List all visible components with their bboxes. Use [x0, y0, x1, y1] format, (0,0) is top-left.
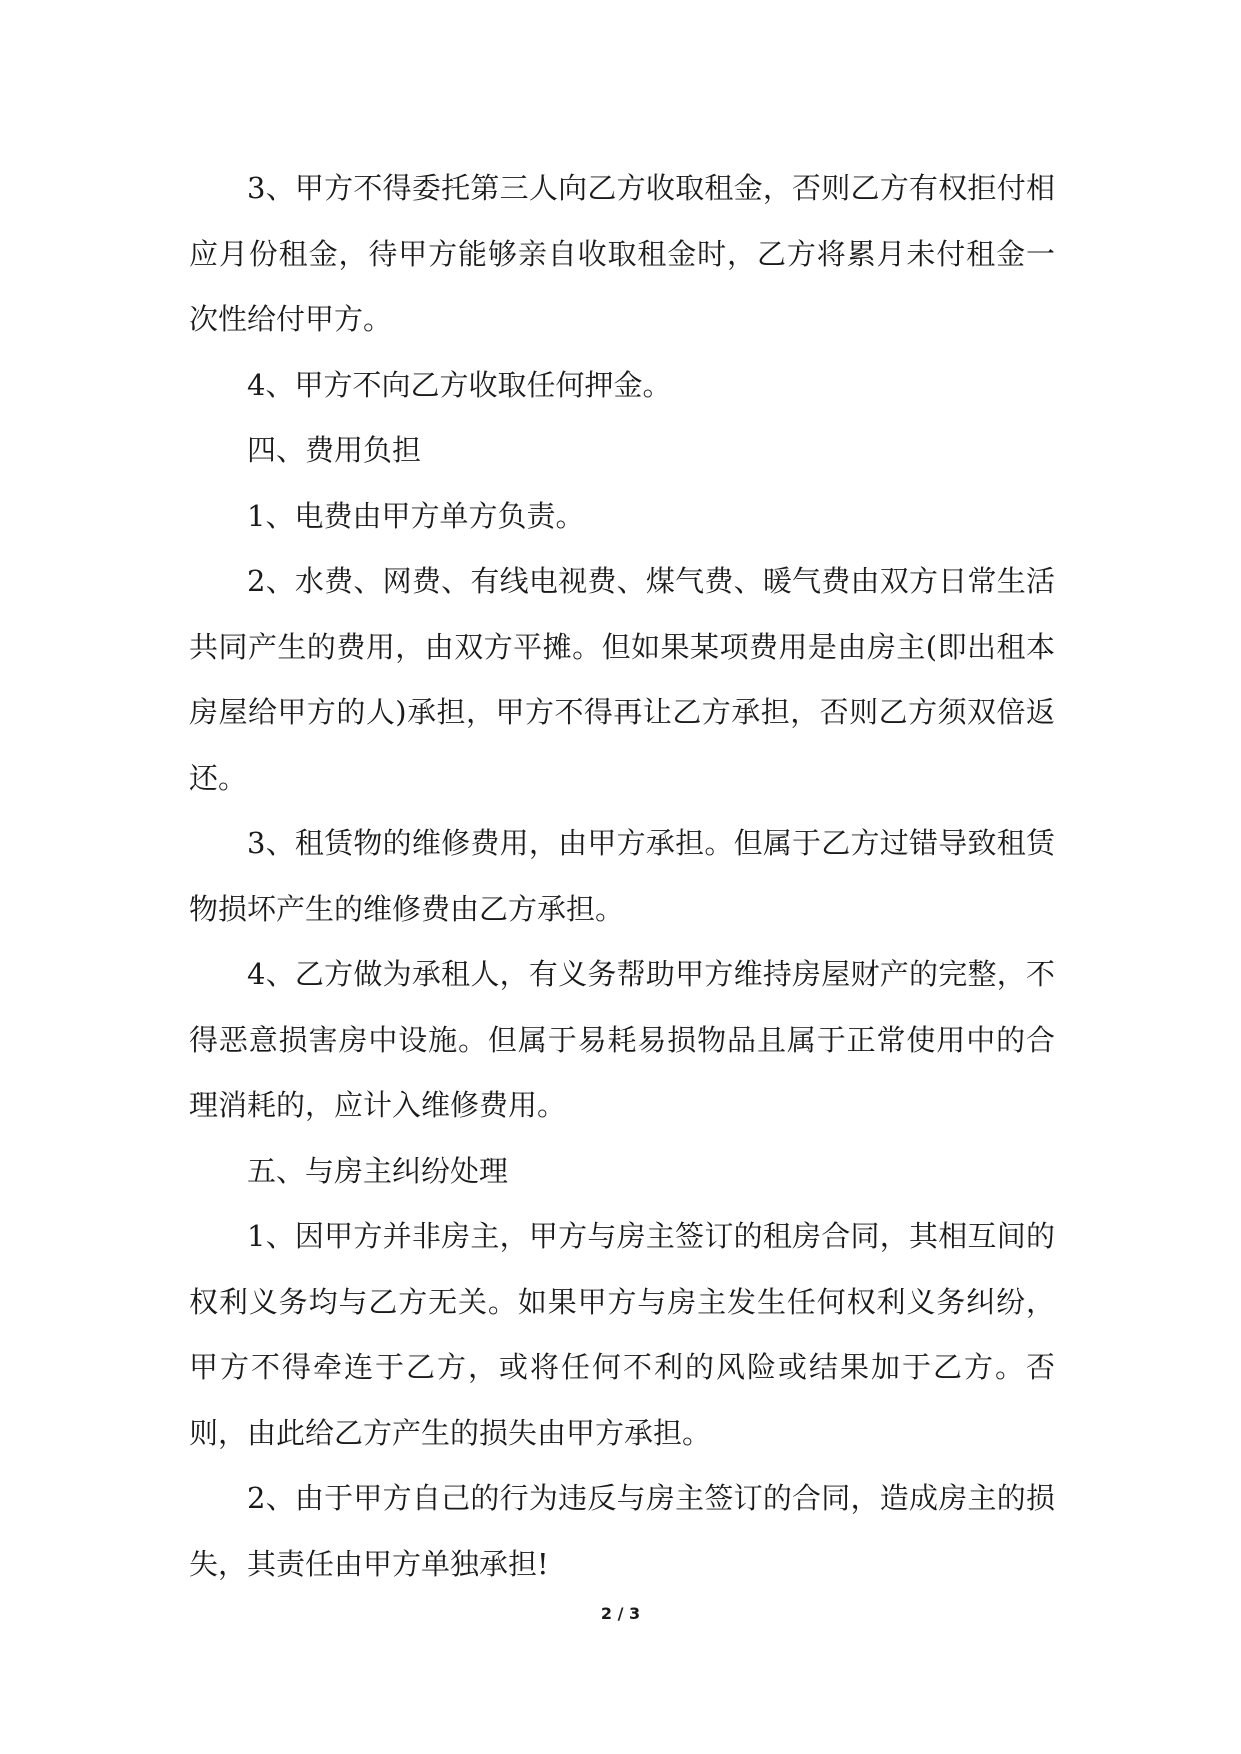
paragraph-contract-violation: 2、由于甲方自己的行为违反与房主签订的合同，造成房主的损失，其责任由甲方单独承担!	[189, 1481, 1055, 1581]
paragraph-dispute-liability: 1、因甲方并非房主，甲方与房主签订的租房合同，其相互间的权利义务均与乙方无关。如果甲方与房主发生任何权利义务纠纷，甲方不得牵连于乙方，或将任何不利的风险或结果加于乙方。否则，由此给乙方产生的损失由甲方承担。	[189, 1219, 1055, 1450]
paragraph-no-deposit: 4、甲方不向乙方收取任何押金。	[247, 367, 672, 402]
paragraph-repair-costs: 3、租赁物的维修费用，由甲方承担。但属于乙方过错导致租赁物损坏产生的维修费由乙方承担。	[189, 826, 1055, 926]
paragraph-utilities: 2、水费、网费、有线电视费、煤气费、暖气费由双方日常生活共同产生的费用，由双方平摊。但如果某项费用是由房主(即出租本房屋给甲方的人)承担，甲方不得再让乙方承担，否则乙方须双倍返还。	[189, 564, 1055, 795]
paragraph-tenant-duty: 4、乙方做为承租人，有义务帮助甲方维持房屋财产的完整，不得恶意损害房中设施。但属于易耗易损物品且属于正常使用中的合理消耗的，应计入维修费用。	[189, 957, 1055, 1122]
document-body	[189, 156, 1055, 1597]
paragraph-rent-collection: 3、甲方不得委托第三人向乙方收取租金，否则乙方有权拒付相应月份租金，待甲方能够亲自收取租金时，乙方将累月未付租金一次性给付甲方。	[189, 171, 1055, 336]
section-heading-cost-sharing: 四、费用负担	[247, 433, 422, 467]
paragraph-electricity: 1、电费由甲方单方负责。	[247, 498, 585, 533]
page-number: 2 / 3	[600, 1604, 641, 1623]
section-heading-landlord-disputes: 五、与房主纠纷处理	[247, 1153, 509, 1188]
